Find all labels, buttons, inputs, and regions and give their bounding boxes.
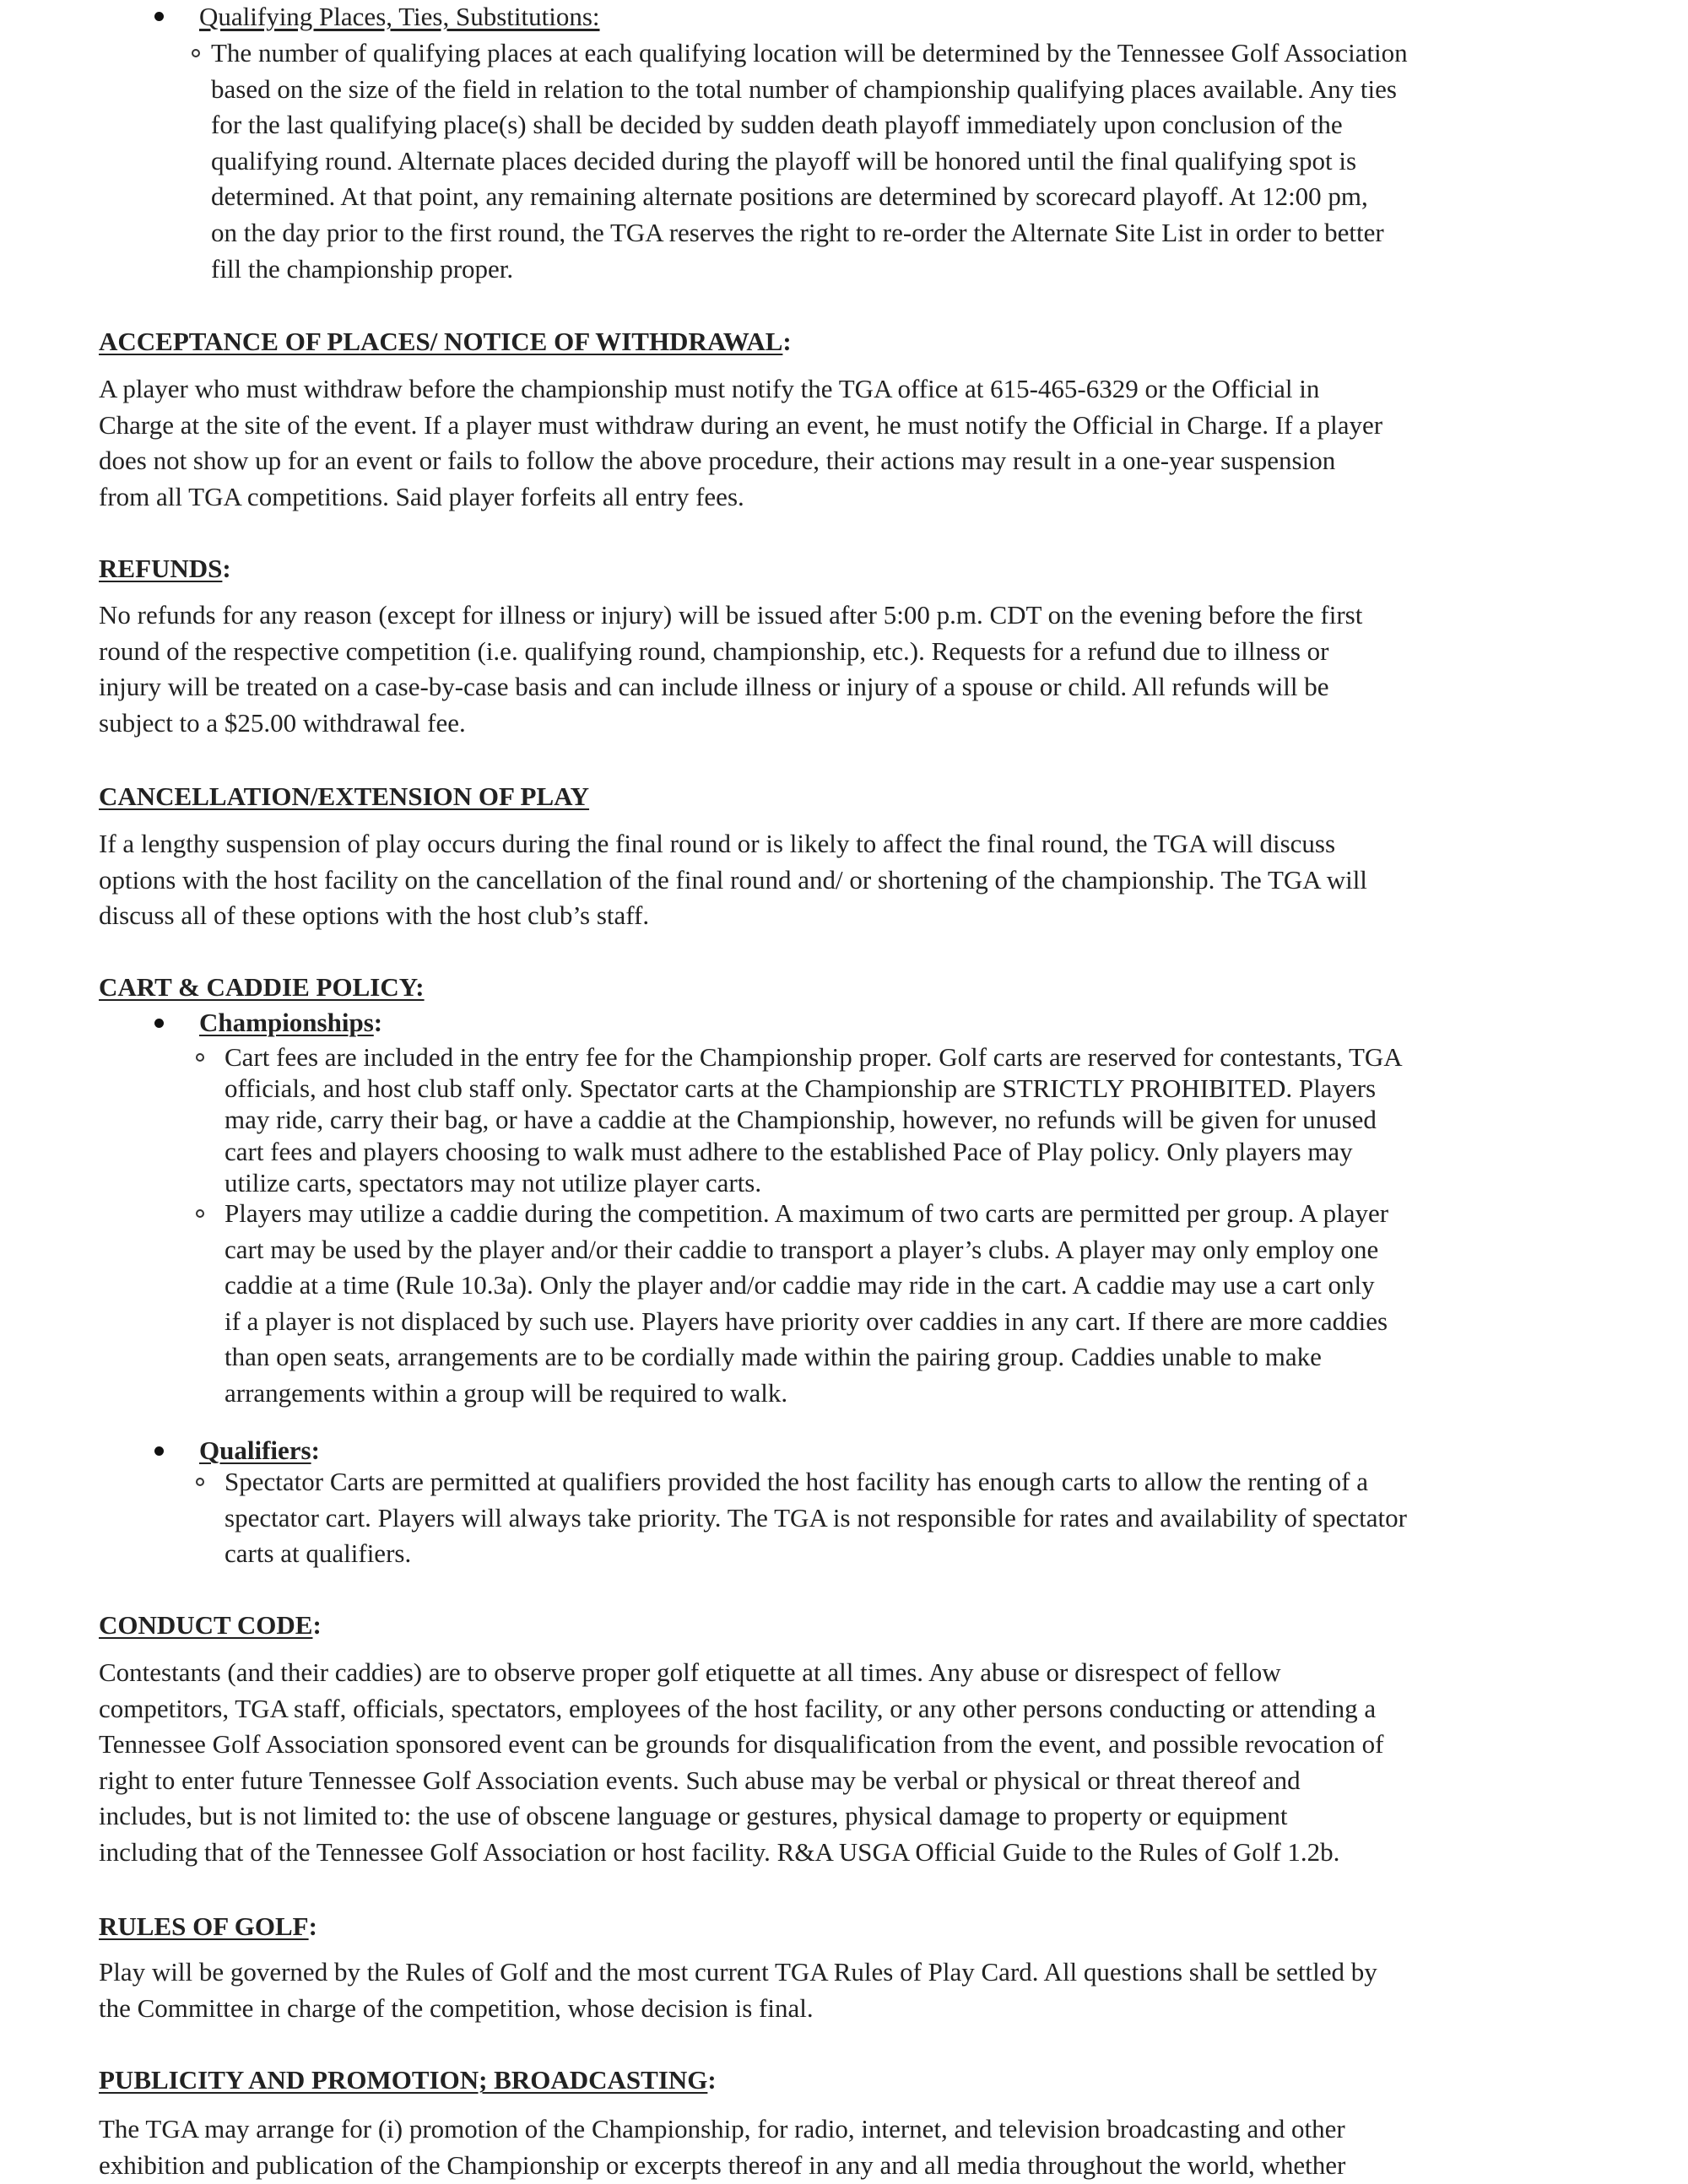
- heading-suffix: :: [782, 327, 792, 356]
- text-line: Players may utilize a caddie during the competition. A maximum of two carts are permitted per group. A player: [225, 1198, 1389, 1228]
- text-line: if a player is not displaced by such use. Players have priority over caddies in any cart. If there are more caddies: [225, 1306, 1388, 1336]
- heading-text: CANCELLATION/EXTENSION OF PLAY: [99, 781, 590, 811]
- heading-text: CART & CADDIE POLICY:: [99, 972, 425, 1002]
- text-line: utilize carts, spectators may not utilize player carts.: [225, 1167, 762, 1197]
- heading-line: [99, 324, 792, 360]
- heading-text: CONDUCT CODE: [99, 1610, 313, 1640]
- subheading-qualifying-places: [199, 0, 600, 35]
- heading-text: PUBLICITY AND PROMOTION; BROADCASTING: [99, 2065, 708, 2095]
- heading-line: [199, 1005, 382, 1041]
- bullet-circle-icon: [196, 1053, 204, 1062]
- text-line: options with the host facility on the cancellation of the final round and/ or shortening of the championship. The TGA will: [99, 864, 1367, 895]
- text-line: Charge at the site of the event. If a player must withdraw during an event, he must notify the Official in Charge. If a player: [99, 409, 1383, 440]
- heading-text: ACCEPTANCE OF PLACES/ NOTICE OF WITHDRAWAL: [99, 327, 783, 356]
- heading-suffix: :: [311, 1435, 320, 1465]
- heading-suffix: :: [312, 1610, 322, 1640]
- section-heading-rules: [99, 1909, 317, 1945]
- section-heading-refunds: [99, 551, 231, 587]
- heading-suffix: :: [222, 554, 231, 583]
- heading-line: [99, 551, 231, 587]
- heading-text: Qualifiers: [199, 1435, 311, 1465]
- text-line: for the last qualifying place(s) shall be decided by sudden death playoff immediately upon conclusion of the: [211, 110, 1343, 140]
- text-line: from all TGA competitions. Said player forfeits all entry fees.: [99, 481, 744, 511]
- heading-line: [99, 1909, 317, 1945]
- text-line: qualifying round. Alternate places decided during the playoff will be honored until the final qualifying spot is: [211, 145, 1357, 176]
- heading-line: [99, 1608, 322, 1644]
- publicity-paragraph: [99, 2111, 1345, 2183]
- text-line: fill the championship proper.: [211, 253, 514, 284]
- text-line: Contestants (and their caddies) are to observe proper golf etiquette at all times. Any abuse or disrespect of fellow: [99, 1657, 1281, 1687]
- section-heading-publicity: [99, 2062, 717, 2099]
- text-line: injury will be treated on a case-by-case basis and can include illness or injury of a spouse or child. All refunds will be: [99, 672, 1329, 702]
- heading-line: [99, 2062, 717, 2099]
- text-line: does not show up for an event or fails to follow the above procedure, their actions may result in a one-year suspension: [99, 446, 1336, 476]
- bullet-dot-icon: [154, 1019, 164, 1028]
- text-line: cart may be used by the player and/or their caddie to transport a player’s clubs. A player may only employ one: [225, 1234, 1379, 1264]
- text-line: No refunds for any reason (except for illness or injury) will be issued after 5:00 p.m. CDT on the evening before the first: [99, 600, 1363, 630]
- text-line: may ride, carry their bag, or have a caddie at the Championship, however, no refunds will be given for unused: [225, 1105, 1377, 1135]
- text-line: If a lengthy suspension of play occurs during the final round or is likely to affect the final round, the TGA will discuss: [99, 829, 1336, 858]
- heading-suffix: :: [308, 1911, 317, 1941]
- text-line: spectator cart. Players will always take priority. The TGA is not responsible for rates and availability of spectator: [225, 1502, 1407, 1533]
- bullet-dot-icon: [154, 12, 164, 21]
- text-line: the Committee in charge of the competition, whose decision is final.: [99, 1992, 814, 2023]
- heading-suffix: :: [373, 1008, 383, 1037]
- text-line: includes, but is not limited to: the use of obscene language or gestures, physical damage to property or equipment: [99, 1801, 1288, 1831]
- acceptance-paragraph: [99, 371, 1382, 515]
- heading-line: [99, 779, 589, 815]
- text-line: right to enter future Tennessee Golf Association events. Such abuse may be verbal or physical or threat thereof and: [99, 1765, 1301, 1795]
- text-line: determined. At that point, any remaining alternate positions are determined by scorecard playoff. At 12:00 pm,: [211, 181, 1368, 212]
- rules-paragraph: [99, 1954, 1377, 2026]
- text-line: A player who must withdraw before the championship must notify the TGA office at 615-465-6329 or the Official in: [99, 374, 1320, 403]
- section-heading-cart: [99, 970, 425, 1006]
- qualifiers-item-1: [225, 1464, 1407, 1572]
- section-heading-conduct: [99, 1608, 322, 1644]
- text-line: competitors, TGA staff, officials, spectators, employees of the host facility, or any other persons conducting or attending a: [99, 1693, 1377, 1723]
- subheading-text: Qualifying Places, Ties, Substitutions:: [199, 2, 600, 31]
- conduct-paragraph: [99, 1655, 1383, 1871]
- bullet-circle-icon: [192, 49, 200, 57]
- bullet-circle-icon: [196, 1478, 204, 1486]
- text-line: than open seats, arrangements are to be cordially made within the pairing group. Caddies unable to make: [225, 1342, 1322, 1372]
- championships-item-1: [225, 1041, 1403, 1198]
- text-line: cart fees and players choosing to walk must adhere to the established Pace of Play policy. Only players may: [225, 1136, 1353, 1166]
- text-line: Spectator Carts are permitted at qualifiers provided the host facility has enough carts to allow the renting of a: [225, 1467, 1368, 1496]
- heading-text: REFUNDS: [99, 554, 223, 583]
- text-line: Cart fees are included in the entry fee for the Championship proper. Golf carts are reserved for contestants, TGA: [225, 1042, 1403, 1072]
- text-line: discuss all of these options with the host club’s staff.: [99, 900, 650, 931]
- text-line: Tennessee Golf Association sponsored event can be grounds for disqualification from the event, and possible revocation of: [99, 1729, 1384, 1760]
- text-line: exhibition and publication of the Championship or excerpts thereof in any and all media throughout the world, whether: [99, 2149, 1346, 2180]
- text-line: round of the respective competition (i.e. qualifying round, championship, etc.). Requests for a refund due to illness or: [99, 635, 1329, 666]
- bullet-dot-icon: [154, 1446, 164, 1456]
- text-line: officials, and host club staff only. Spectator carts at the Championship are STRICTLY PROHIBITED. Players: [225, 1073, 1377, 1104]
- refunds-paragraph: [99, 597, 1362, 741]
- text-line: The TGA may arrange for (i) promotion of the Championship, for radio, internet, and television broadcasting and other: [99, 2114, 1345, 2143]
- text-line: carts at qualifiers.: [225, 1538, 412, 1569]
- text-line: subject to a $25.00 withdrawal fee.: [99, 707, 466, 738]
- section-heading-cancellation: [99, 779, 589, 815]
- heading-suffix: :: [707, 2065, 717, 2095]
- text-line: based on the size of the field in relation to the total number of championship qualifying places available. Any ties: [211, 73, 1397, 104]
- text-line: Play will be governed by the Rules of Golf and the most current TGA Rules of Play Card. All questions shall be settled by: [99, 1957, 1377, 1987]
- text-line: including that of the Tennessee Golf Association or host facility. R&A USGA Official Guide to the Rules of Golf 1.2b.: [99, 1836, 1340, 1867]
- heading-text: RULES OF GOLF: [99, 1911, 309, 1941]
- text-line: The number of qualifying places at each qualifying location will be determined by the Tennessee Golf Association: [211, 38, 1408, 68]
- heading-text: Championships: [199, 1008, 374, 1037]
- text-line: on the day prior to the first round, the TGA reserves the right to re-order the Alternate Site List in order to better: [211, 217, 1384, 247]
- cancellation-paragraph: [99, 826, 1367, 934]
- bullet-circle-icon: [196, 1209, 204, 1218]
- qualifying-paragraph: [211, 35, 1408, 287]
- text-line: arrangements within a group will be required to walk.: [225, 1377, 788, 1408]
- section-heading-acceptance: [99, 324, 792, 360]
- championships-item-2: [225, 1196, 1388, 1412]
- text-line: caddie at a time (Rule 10.3a). Only the player and/or caddie may ride in the cart. A caddie may use a cart only: [225, 1270, 1375, 1300]
- subheading-championships: [199, 1005, 382, 1041]
